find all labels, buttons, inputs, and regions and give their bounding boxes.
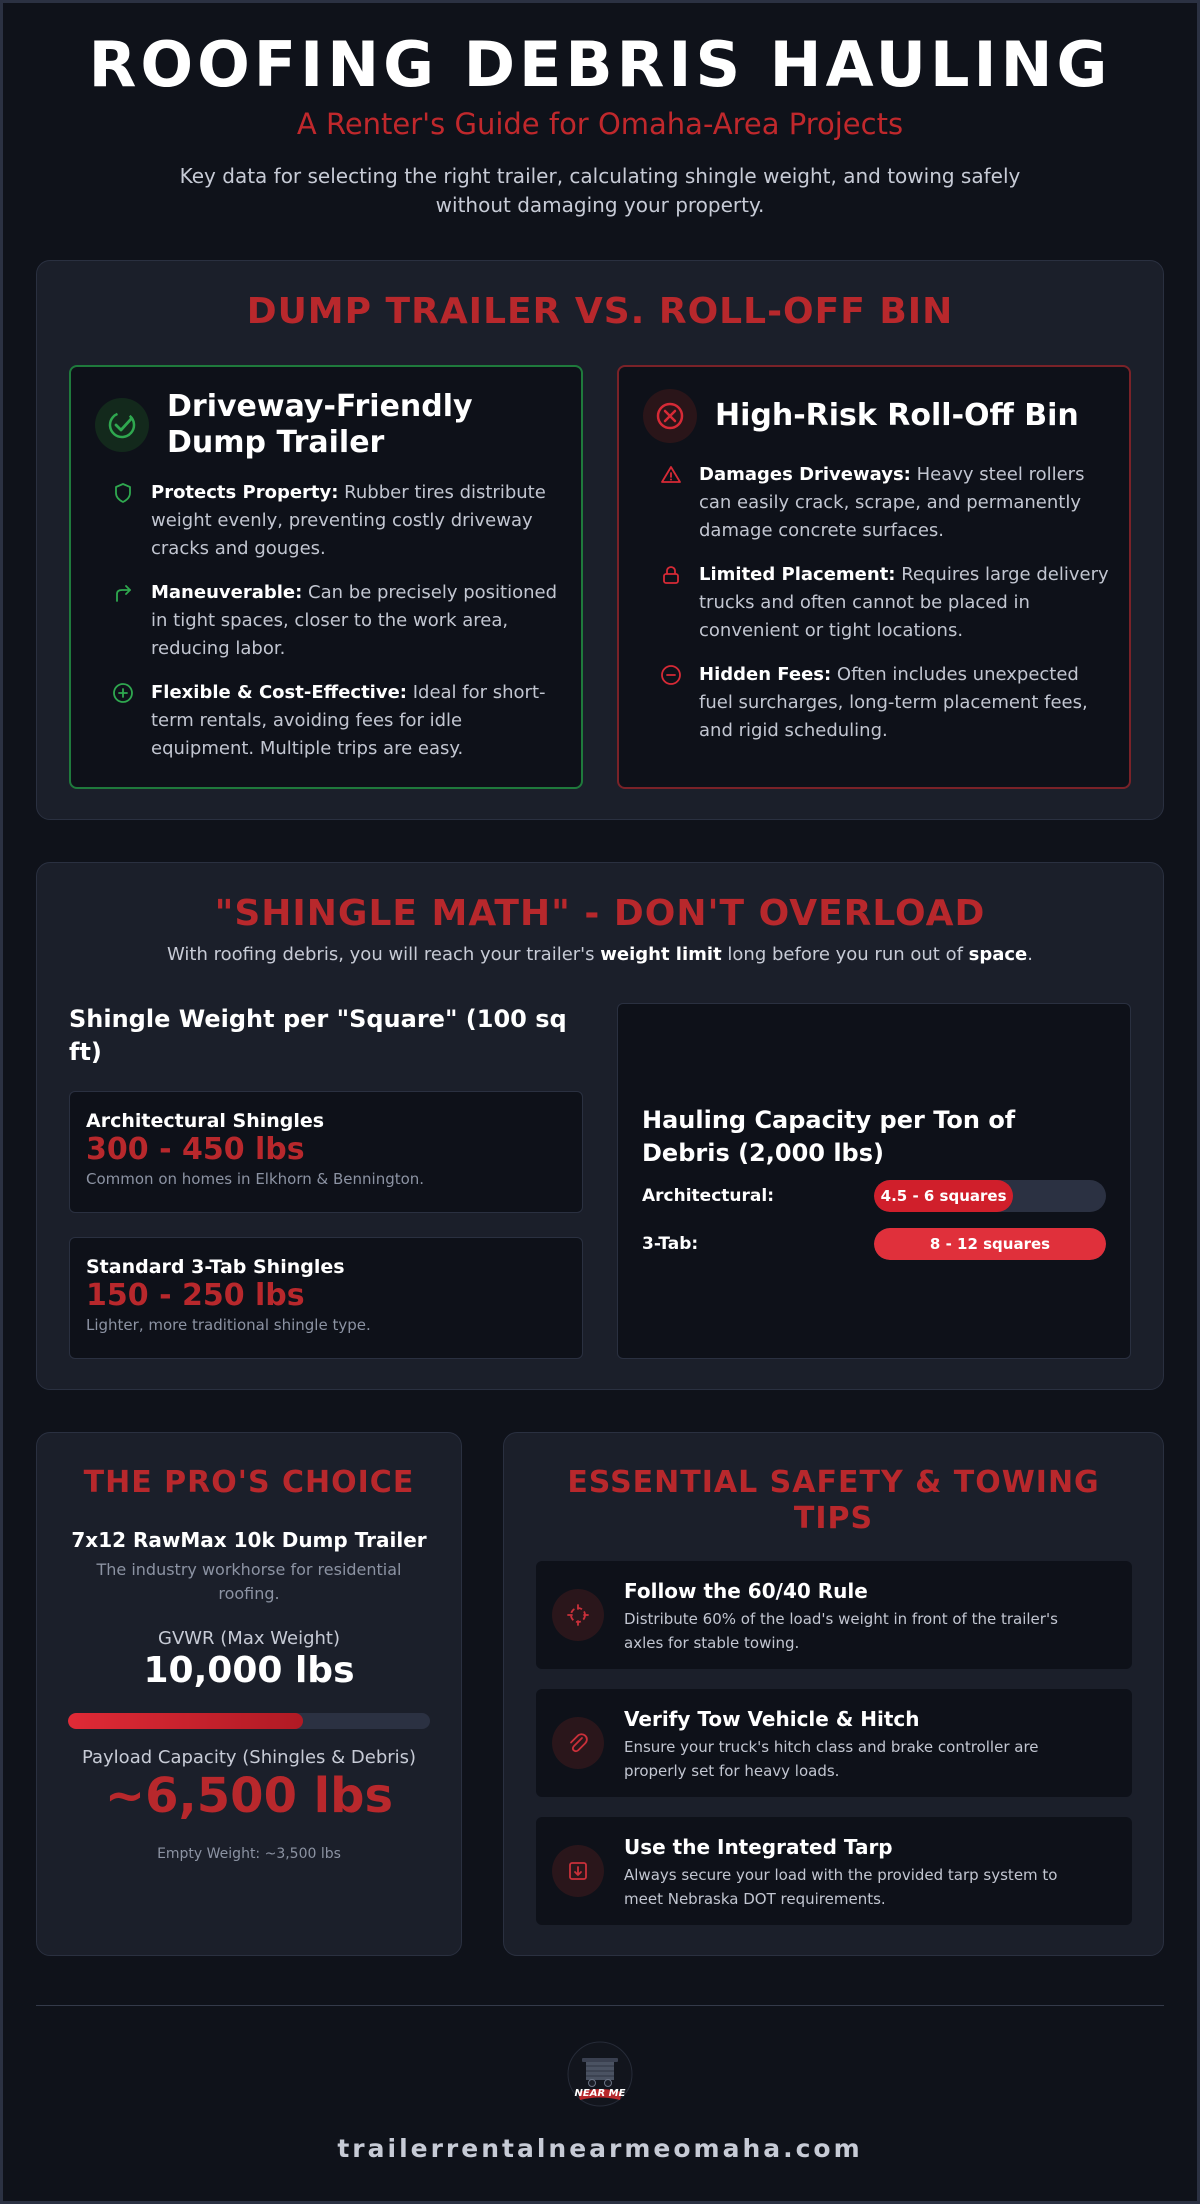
payload-bar-track	[68, 1713, 430, 1729]
trailer-description: The industry workhorse for residential roofing.	[96, 1560, 402, 1603]
list-item	[111, 479, 561, 563]
list-item-text	[699, 461, 1109, 545]
list-item-text	[151, 479, 561, 563]
payload-label: Payload Capacity (Shingles & Debris)	[81, 1747, 417, 1768]
roll-off-bin-card	[617, 365, 1131, 789]
page-subtitle: A Renter's Guide for Omaha-Area Projects	[296, 107, 904, 141]
page-title: ROOFING DEBRIS HAULING	[88, 28, 1112, 101]
roll-off-card-title: High-Risk Roll-Off Bin	[715, 398, 1079, 433]
shingle-weight-value: 150 - 250 lbs	[86, 1278, 305, 1313]
tip-text: Ensure your truck's hitch class and brake controller are properly set for heavy loads.	[624, 1738, 1039, 1780]
list-item	[111, 579, 561, 663]
safety-tips-title	[504, 1465, 1163, 1537]
roll-off-card-header	[643, 389, 1079, 443]
gvwr-label: GVWR (Max Weight)	[158, 1628, 340, 1649]
shingle-weight-heading: Shingle Weight per "Square" (100 sq ft)	[69, 1005, 567, 1066]
list-item	[659, 661, 1109, 745]
pros-choice-panel	[36, 1432, 462, 1956]
paperclip-icon	[552, 1717, 604, 1769]
tip-title: Use the Integrated Tarp	[624, 1835, 893, 1859]
three-tab-weight-card	[69, 1237, 583, 1359]
list-item-bold: Limited Placement:	[699, 564, 896, 585]
dump-trailer-card	[69, 365, 583, 789]
capacity-row-three-tab	[642, 1228, 1106, 1260]
shingle-note: Lighter, more traditional shingle type.	[86, 1316, 371, 1334]
shield-icon	[111, 481, 135, 505]
list-item-bold: Damages Driveways:	[699, 464, 911, 485]
shingle-math-intro	[37, 944, 1163, 965]
list-item-bold: Flexible & Cost-Effective:	[151, 682, 407, 703]
shingle-math-panel	[36, 862, 1164, 1390]
dump-trailer-card-title	[167, 389, 473, 461]
pros-choice-title: THE PRO'S CHOICE	[83, 1465, 415, 1500]
list-item-text	[699, 561, 1109, 645]
architectural-weight-card	[69, 1091, 583, 1213]
list-item-bold: Protects Property:	[151, 482, 339, 503]
shingle-note: Common on homes in Elkhorn & Bennington.	[86, 1170, 425, 1188]
lock-icon	[659, 563, 683, 587]
intro-part: .	[1027, 944, 1033, 965]
tip-text: Always secure your load with the provided tarp system to meet Nebraska DOT requirements.	[624, 1866, 1058, 1908]
list-item-text	[151, 679, 561, 763]
intro-part: With roofing debris, you will reach your trailer's	[166, 944, 601, 965]
list-item-body: Heavy steel rollers can easily crack, scrape, and permanently damage concrete surfaces.	[699, 464, 1085, 541]
capacity-label: Architectural:	[642, 1186, 774, 1206]
list-item-body: Ideal for short-term rentals, avoiding fees for idle equipment. Multiple trips are easy.	[151, 682, 546, 759]
tip-title: Verify Tow Vehicle & Hitch	[624, 1707, 920, 1731]
tip-card	[536, 1561, 1132, 1669]
shingle-type-name: Standard 3-Tab Shingles	[86, 1256, 345, 1278]
capacity-bar-fill: 4.5 - 6 squares	[874, 1180, 1013, 1212]
plus-circle-icon	[111, 681, 135, 705]
footer-website-link[interactable]: trailerrentalnearmeomaha.com	[337, 2134, 863, 2163]
dump-trailer-title-line2: Dump Trailer	[167, 425, 385, 460]
payload-value: ~6,500 lbs	[104, 1768, 394, 1824]
tip-text: Distribute 60% of the load's weight in front of the trailer's axles for stable towing.	[624, 1610, 1058, 1652]
empty-weight: Empty Weight: ~3,500 lbs	[157, 1846, 341, 1862]
dump-trailer-card-header	[95, 389, 473, 461]
capacity-row-architectural	[642, 1180, 1106, 1212]
logo-text: NEAR ME	[574, 2088, 626, 2099]
list-item-text	[151, 579, 561, 663]
page-intro: Key data for selecting the right trailer, calculating shingle weight, and towing safely without damaging your property.	[179, 164, 1021, 217]
list-item-body: Often includes unexpected fuel surcharges, long-term placement fees, and rigid scheduling.	[699, 664, 1088, 741]
trailer-model: 7x12 RawMax 10k Dump Trailer	[71, 1528, 427, 1552]
turn-arrow-icon	[111, 581, 135, 605]
footer-divider	[36, 2005, 1164, 2006]
list-item-body: Can be precisely positioned in tight spaces, closer to the work area, reducing labor.	[151, 582, 558, 659]
tip-card	[536, 1817, 1132, 1925]
list-item-body: Requires large delivery trucks and often cannot be placed in convenient or tight locations.	[699, 564, 1109, 641]
intro-emphasis: weight limit	[600, 944, 722, 965]
capacity-bar-track	[874, 1228, 1106, 1260]
hauling-capacity-heading: Hauling Capacity per Ton of Debris (2,000 lbs)	[642, 1106, 1016, 1167]
capacity-bar-track	[874, 1180, 1106, 1212]
tip-card	[536, 1689, 1132, 1797]
trailer-rental-logo-icon	[564, 2040, 636, 2112]
payload-bar-fill	[68, 1713, 303, 1729]
comparison-title: DUMP TRAILER VS. ROLL-OFF BIN	[246, 291, 954, 332]
intro-emphasis: space	[968, 944, 1028, 965]
capacity-label: 3-Tab:	[642, 1234, 699, 1254]
balance-scale-icon	[552, 1589, 604, 1641]
x-circle-icon	[643, 389, 697, 443]
safety-tips-title-line2: TIPS	[793, 1501, 874, 1536]
warning-triangle-icon	[659, 463, 683, 487]
capacity-bar-fill: 8 - 12 squares	[874, 1228, 1106, 1260]
dump-trailer-title-line1: Driveway-Friendly	[167, 389, 473, 424]
check-circle-icon	[95, 398, 149, 452]
list-item-bold: Maneuverable:	[151, 582, 303, 603]
shingle-weight-value: 300 - 450 lbs	[86, 1132, 305, 1167]
shingle-type-name: Architectural Shingles	[86, 1110, 325, 1132]
tip-title: Follow the 60/40 Rule	[624, 1579, 868, 1603]
hauling-capacity-card	[617, 1003, 1131, 1359]
intro-part: long before you run out of	[721, 944, 969, 965]
shingle-math-title: "SHINGLE MATH" - DON'T OVERLOAD	[214, 893, 986, 934]
list-item	[659, 461, 1109, 545]
safety-tips-panel	[503, 1432, 1164, 1956]
gvwr-value: 10,000 lbs	[143, 1650, 355, 1691]
list-item-body: Rubber tires distribute weight evenly, preventing costly driveway cracks and gouges.	[151, 482, 546, 559]
minus-circle-icon	[659, 663, 683, 687]
list-item-bold: Hidden Fees:	[699, 664, 832, 685]
comparison-panel	[36, 260, 1164, 820]
tarp-icon	[552, 1845, 604, 1897]
list-item	[659, 561, 1109, 645]
list-item-text	[699, 661, 1109, 745]
safety-tips-title-line1: ESSENTIAL SAFETY & TOWING	[567, 1465, 1100, 1500]
list-item	[111, 679, 561, 763]
